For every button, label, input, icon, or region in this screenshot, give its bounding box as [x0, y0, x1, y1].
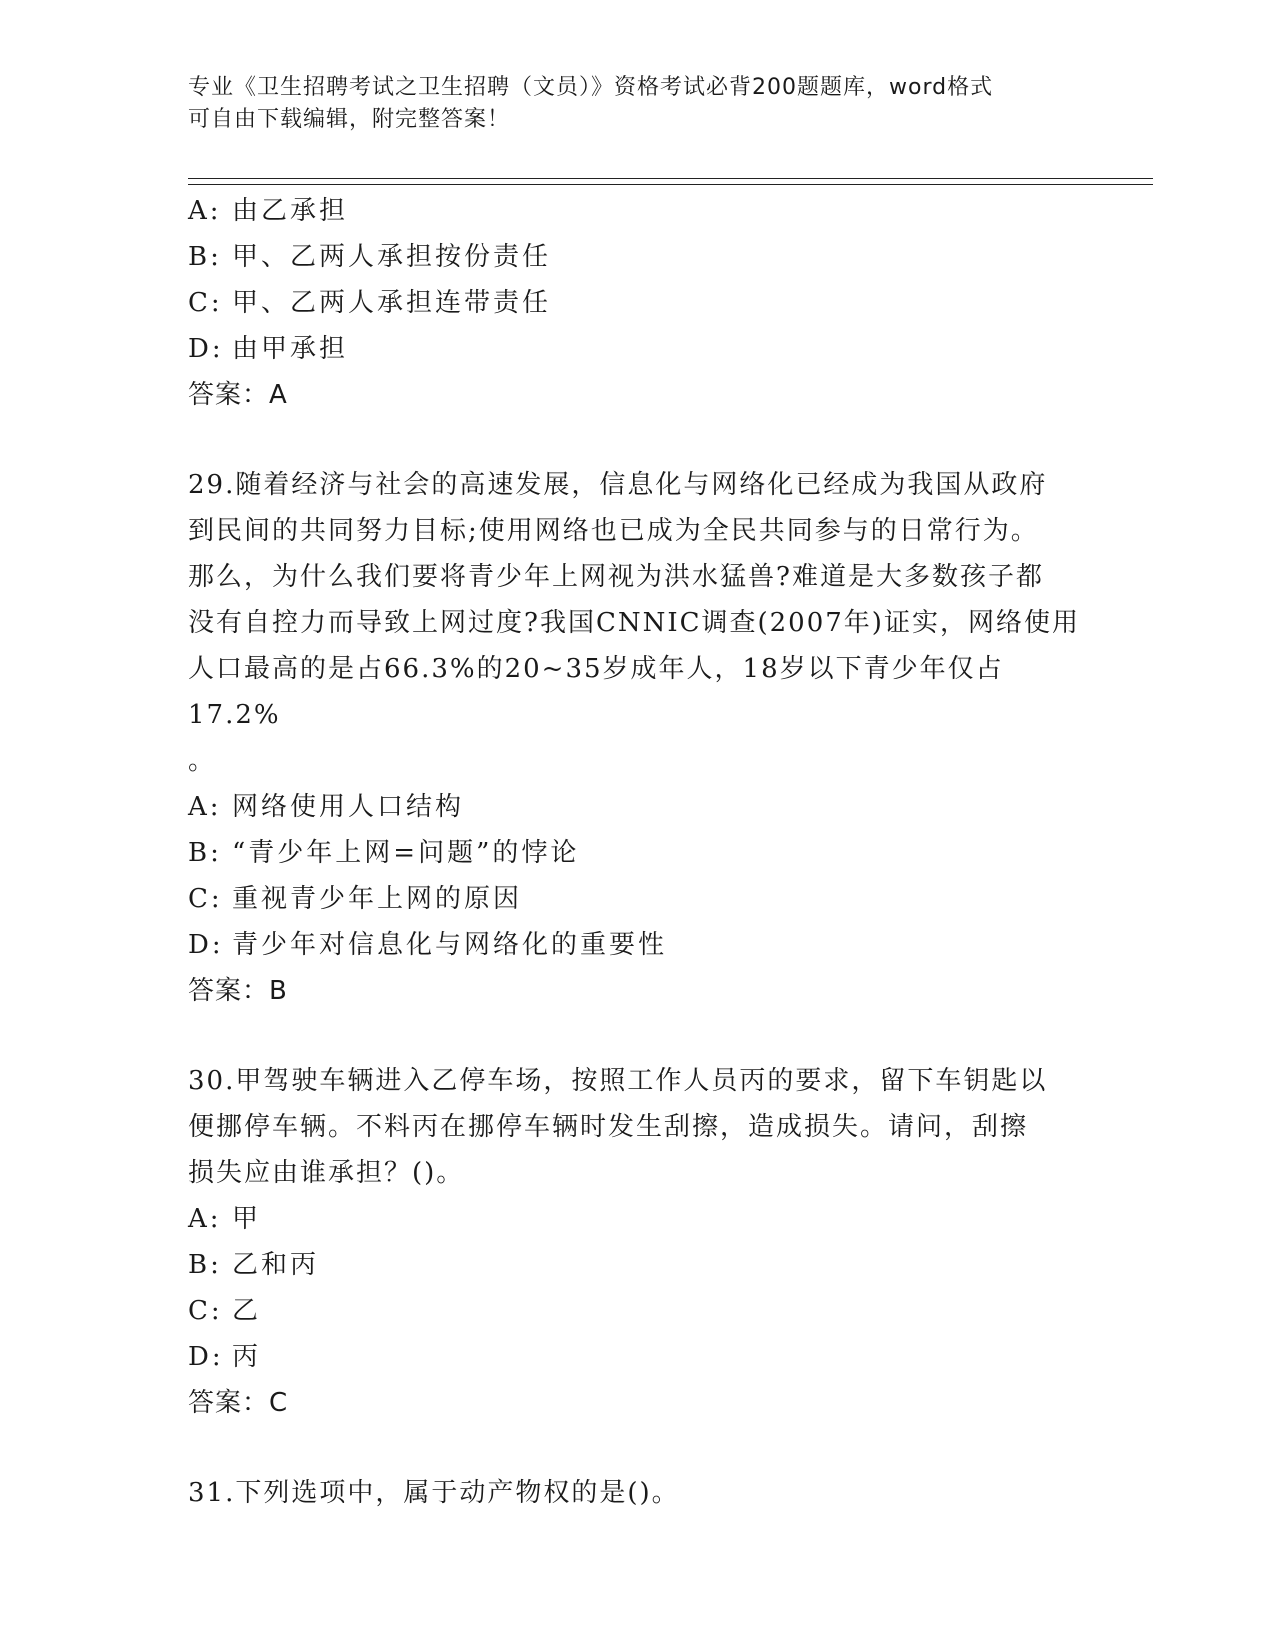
- option-text: 青少年对信息化与网络化的重要性: [232, 930, 668, 960]
- stem-line: 31.下列选项中，属于动产物权的是()。: [188, 1478, 680, 1508]
- option-c: [188, 1288, 1088, 1334]
- stem-line: 到民间的共同努力目标;使用网络也已成为全民共同参与的日常行为。: [188, 516, 1039, 546]
- header-divider-bottom: [188, 184, 1153, 185]
- option-b: [188, 830, 1088, 876]
- option-text: 甲: [232, 1204, 262, 1234]
- option-key: D:: [188, 334, 224, 364]
- stem-line: 30.甲驾驶车辆进入乙停车场，按照工作人员丙的要求，留下车钥匙以: [188, 1066, 1048, 1096]
- spacer: [188, 1014, 1088, 1058]
- stem-line: 那么，为什么我们要将青少年上网视为洪水猛兽?难道是大多数孩子都: [188, 562, 1044, 592]
- option-d: [188, 1334, 1088, 1380]
- header-divider-top: [188, 178, 1153, 179]
- stem-line: 29.随着经济与社会的高速发展，信息化与网络化已经成为我国从政府: [188, 470, 1048, 500]
- stem-line: 。: [188, 746, 217, 776]
- option-b: [188, 234, 1088, 280]
- option-text: 乙和丙: [232, 1250, 320, 1280]
- option-text: 甲、乙两人承担连带责任: [232, 288, 552, 318]
- option-b: [188, 1242, 1088, 1288]
- option-text: 网络使用人口结构: [232, 792, 465, 822]
- option-d: [188, 922, 1088, 968]
- question-30: [188, 1058, 1088, 1426]
- option-key: C:: [188, 1296, 223, 1326]
- option-a: [188, 188, 1088, 234]
- stem-line: 便挪停车辆。不料丙在挪停车辆时发生刮擦，造成损失。请问，刮擦: [188, 1112, 1029, 1142]
- stem-line: 没有自控力而导致上网过度?我国CNNIC调查(2007年)证实，网络使用: [188, 608, 1080, 638]
- option-key: A:: [188, 196, 222, 226]
- option-c: [188, 280, 1088, 326]
- page-header: [188, 72, 1068, 136]
- option-text: 乙: [232, 1296, 262, 1326]
- question-stem: [188, 1058, 1088, 1196]
- answer-line: 答案：A: [188, 380, 288, 410]
- option-key: B:: [188, 1250, 222, 1280]
- answer-line: 答案：C: [188, 1388, 289, 1418]
- option-c: [188, 876, 1088, 922]
- option-text: 由乙承担: [232, 196, 349, 226]
- spacer: [188, 418, 1088, 462]
- option-key: A:: [188, 792, 222, 822]
- header-title-line-1: 专业《卫生招聘考试之卫生招聘（文员）》资格考试必背200题题库，word格式: [188, 75, 994, 100]
- option-d: [188, 326, 1088, 372]
- option-text: “青少年上网=问题”的悖论: [232, 838, 580, 868]
- option-key: A:: [188, 1204, 222, 1234]
- question-28: [188, 188, 1088, 418]
- stem-line: 损失应由谁承担？()。: [188, 1158, 465, 1188]
- option-text: 甲、乙两人承担按份责任: [232, 242, 552, 272]
- option-text: 由甲承担: [232, 334, 349, 364]
- option-a: [188, 1196, 1088, 1242]
- option-text: 重视青少年上网的原因: [232, 884, 523, 914]
- option-text: 丙: [232, 1342, 262, 1372]
- question-stem: [188, 462, 1088, 784]
- question-31: [188, 1470, 1088, 1516]
- option-key: D:: [188, 930, 224, 960]
- stem-line: 人口最高的是占66.3%的20~35岁成年人，18岁以下青少年仅占17.2%: [188, 654, 1004, 730]
- header-title-line-2: 可自由下载编辑，附完整答案！: [188, 107, 511, 132]
- option-key: B:: [188, 838, 222, 868]
- question-list: [188, 188, 1088, 1516]
- answer-line: 答案：B: [188, 976, 288, 1006]
- option-key: B:: [188, 242, 222, 272]
- question-29: [188, 462, 1088, 1014]
- option-key: C:: [188, 288, 223, 318]
- spacer: [188, 1426, 1088, 1470]
- question-stem: [188, 1470, 1088, 1516]
- option-a: [188, 784, 1088, 830]
- option-key: D:: [188, 1342, 224, 1372]
- option-key: C:: [188, 884, 223, 914]
